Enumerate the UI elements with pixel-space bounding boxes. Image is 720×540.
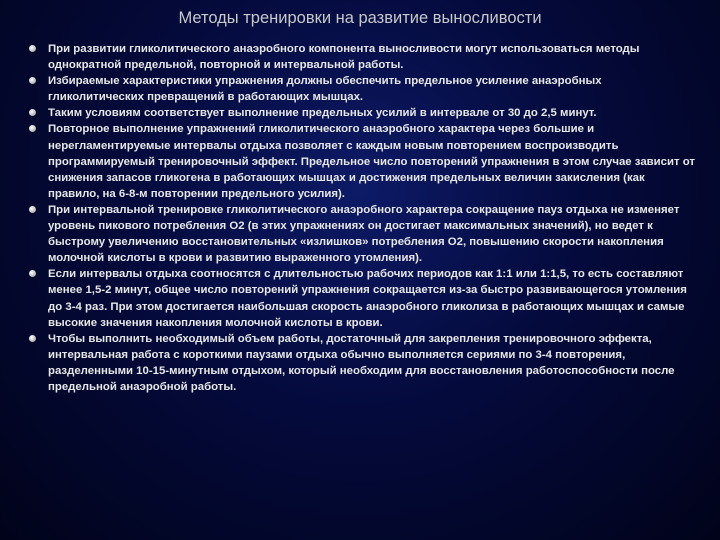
bullet-text: Повторное выполнение упражнений гликолитического анаэробного характера через большие и нерегламентируемые интервалы отдыха позволяет с каждым новым повторением воспроизводить программируемый тренировочный эффект. Предельное число повторений упражнения в этом случае зависит от снижения запасов гликогена в работающих мышцах и достижения предельных величин закисления (как правило, на 6-8-м повторении предельного усилия). bbox=[48, 123, 695, 200]
bullet-text: Избираемые характеристики упражнения должны обеспечить предельное усиление анаэробных гликолитических превращений в работающих мышцах. bbox=[48, 75, 602, 104]
bullet-item bbox=[25, 105, 697, 121]
bullet-item bbox=[25, 266, 697, 330]
bullet-text: Таким условиям соответствует выполнение предельных усилий в интервале от 30 до 2,5 минут. bbox=[48, 107, 597, 120]
bullet-item bbox=[25, 121, 697, 201]
slide-title: Методы тренировки на развитие выносливости bbox=[178, 9, 542, 27]
bullet-dot-icon bbox=[29, 335, 36, 342]
bullet-text: При развитии гликолитического анаэробного компонента выносливости могут использоваться методы однократной предельной, повторной и интервальной работы. bbox=[48, 43, 640, 72]
bullet-item bbox=[25, 202, 697, 266]
bullet-text: Чтобы выполнить необходимый объем работы, достаточный для закрепления тренировочного эффекта, интервальная работа с короткими паузами отдыха обычно выполняется сериями по 3-4 повторения, разделенными 10-15-минутным отдыхом, который необходим для восстановления работоспособности после предельной анаэробной работы. bbox=[48, 332, 675, 393]
bullet-dot-icon bbox=[29, 125, 36, 132]
bullet-text: При интервальной тренировке гликолитического анаэробного характера сокращение пауз отдыха не изменяет уровень пикового потребления О2 (в этих упражнениях он достигает максимальных значений), но ведет к быстрому увеличению восстановительных «излишков» потребления О2, повышению скорости накопления молочной кислоты в крови и развитию выраженного утомления). bbox=[48, 203, 680, 265]
bullet-text: Если интервалы отдыха соотносятся с длительностью рабочих периодов как 1:1 или 1:1,5, то есть составляют менее 1,5-2 минут, общее число повторений упражнения сокращается из-за быстро развивающегося утомления до 3-4 раз. При этом достигается наибольшая скорость анаэробного гликолиза в работающих мышцах и самые высокие значения накопления молочной кислоты в крови. bbox=[48, 268, 687, 329]
bullet-item bbox=[25, 41, 697, 73]
bullet-dot-icon bbox=[29, 77, 36, 84]
bullet-list bbox=[25, 41, 697, 395]
bullet-dot-icon bbox=[29, 109, 36, 116]
bullet-item bbox=[25, 73, 697, 105]
bullet-dot-icon bbox=[29, 206, 36, 213]
bullet-dot-icon bbox=[29, 270, 36, 277]
bullet-item bbox=[25, 331, 697, 395]
bullet-dot-icon bbox=[29, 45, 36, 52]
